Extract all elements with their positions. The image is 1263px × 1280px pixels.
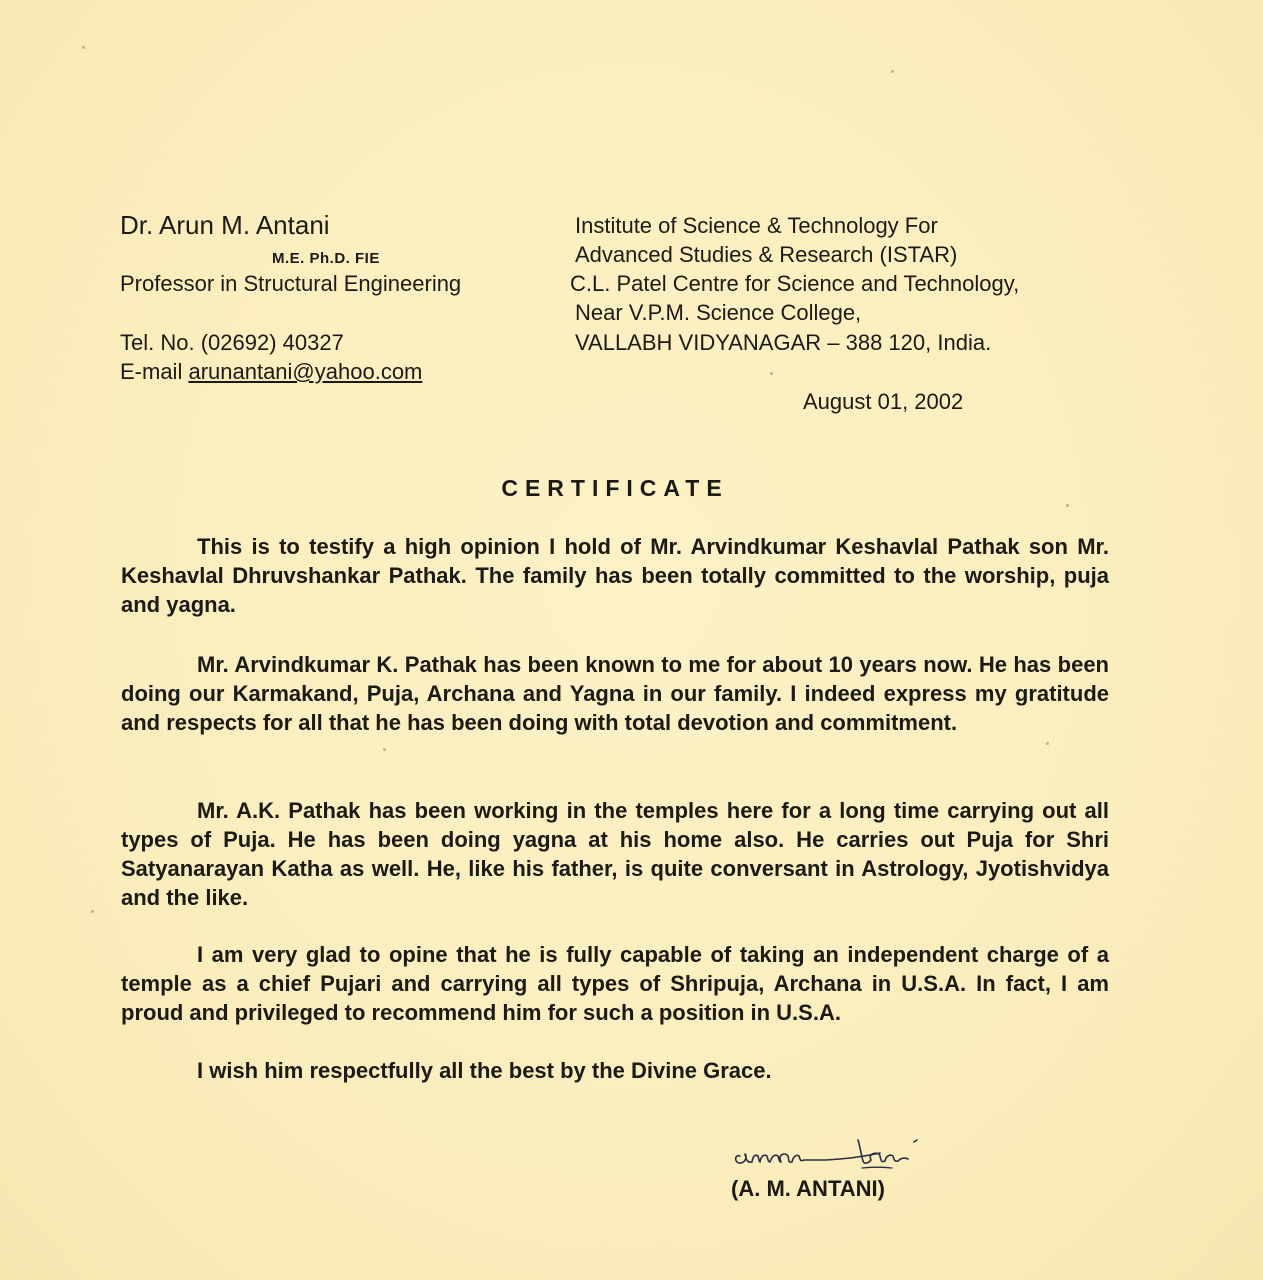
document-title: CERTIFICATE	[501, 475, 729, 501]
email-label: E-mail	[120, 359, 189, 384]
closing-line: I wish him respectfully all the best by the Divine Grace.	[197, 1058, 772, 1083]
paper-speck	[82, 46, 85, 49]
letter-date: August 01, 2002	[803, 389, 964, 414]
handwritten-signature	[730, 1132, 965, 1176]
paper-speck	[1046, 742, 1049, 745]
institute-line-4: Near V.P.M. Science College,	[575, 300, 862, 325]
paper-speck	[1066, 504, 1069, 507]
paper-speck	[91, 910, 94, 913]
paper-speck	[891, 70, 894, 73]
signer-name: (A. M. ANTANI)	[731, 1176, 885, 1201]
sender-email	[120, 359, 422, 385]
institute-line-5: VALLABH VIDYANAGAR – 388 120, India.	[575, 330, 992, 355]
institute-line-2: Advanced Studies & Research (ISTAR)	[575, 242, 958, 267]
institute-line-1: Institute of Science & Technology For	[575, 213, 938, 238]
institute-line-3: C.L. Patel Centre for Science and Technology,	[570, 271, 1020, 296]
paragraph-3: Mr. A.K. Pathak has been working in the temples here for a long time carrying out all types of Puja. He has been doing yagna at his home also. He carries out Puja for Shri Satyanarayan Katha as well. He, like his father, is quite conversant in Astrology, Jyotishvidya and the like.	[121, 798, 1109, 910]
sender-qualifications: M.E. Ph.D. FIE	[272, 250, 380, 267]
sender-telephone: Tel. No. (02692) 40327	[120, 330, 344, 355]
paragraph-2: Mr. Arvindkumar K. Pathak has been known to me for about 10 years now. He has been doing our Karmakand, Puja, Archana and Yagna in our family. I indeed express my gratitude and respects for all that he has been doing with total devotion and commitment.	[121, 652, 1109, 735]
sender-designation: Professor in Structural Engineering	[120, 271, 462, 296]
paper-speck	[770, 372, 773, 375]
paragraph-1: This is to testify a high opinion I hold of Mr. Arvindkumar Keshavlal Pathak son Mr. Keshavlal Dhruvshankar Pathak. The family has been totally committed to the worship, puja and yagna.	[121, 534, 1109, 617]
paragraph-4: I am very glad to opine that he is fully capable of taking an independent charge of a temple as a chief Pujari and carrying all types of Shripuja, Archana in U.S.A. In fact, I am proud and privileged to recommend him for such a position in U.S.A.	[121, 942, 1109, 1025]
email-link[interactable]: arunantani@yahoo.com	[188, 359, 423, 384]
paper-speck	[383, 748, 386, 751]
sender-name: Dr. Arun M. Antani	[120, 210, 330, 240]
